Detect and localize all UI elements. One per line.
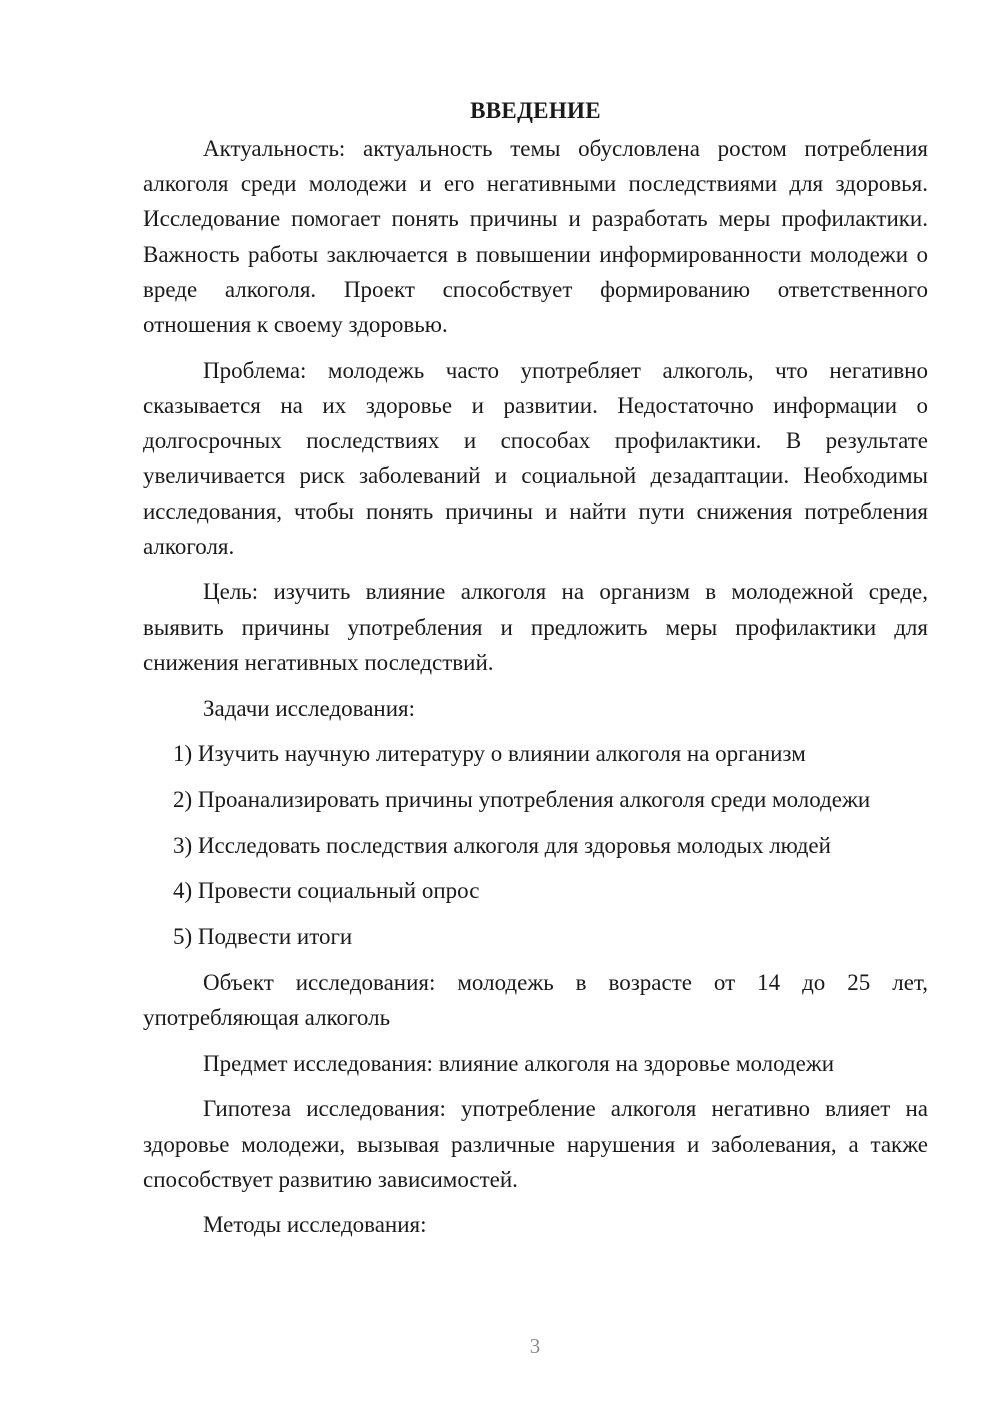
relevance-paragraph: Актуальность: актуальность темы обусловлена ростом потребления алкоголя среди молодежи и его негативными последствиями для здоровья. Исследование помогает понять причины и разработать меры профилактики. Важность работы заключается в повышении информированности молодежи о вреде алкоголя. Проект способствует формированию ответственного отношения к своему здоровью.	[143, 136, 928, 338]
section-title: ВВЕДЕНИЕ	[470, 98, 601, 123]
page-content	[143, 93, 928, 1253]
task-item: 4) Провести социальный опрос	[173, 878, 480, 904]
hypothesis-paragraph: Гипотеза исследования: употребление алкоголя негативно влияет на здоровье молодежи, вызывая различные нарушения и заболевания, а также способствует развитию зависимостей.	[143, 1096, 928, 1192]
goal-paragraph: Цель: изучить влияние алкоголя на организм в молодежной среде, выявить причины употребления и предложить меры профилактики для снижения негативных последствий.	[143, 579, 928, 675]
task-item: 3) Исследовать последствия алкоголя для здоровья молодых людей	[173, 832, 831, 858]
problem-paragraph: Проблема: молодежь часто употребляет алкоголь, что негативно сказывается на их здоровье и развитии. Недостаточно информации о долгосрочных последствиях и способах профилактики. В результате увеличивается риск заболеваний и социальной дезадаптации. Необходимы исследования, чтобы понять причины и найти пути снижения потребления алкоголя.	[143, 357, 928, 559]
subject-paragraph: Предмет исследования: влияние алкоголя на здоровье молодежи	[203, 1050, 835, 1076]
methods-heading: Методы исследования:	[203, 1212, 427, 1238]
task-item: 1) Изучить научную литературу о влиянии алкоголя на организм	[173, 741, 806, 767]
tasks-heading: Задачи исследования:	[203, 695, 416, 721]
task-item: 5) Подвести итоги	[173, 924, 353, 950]
page-number: 3	[529, 1334, 541, 1358]
object-paragraph: Объект исследования: молодежь в возрасте от 14 до 25 лет, употребляющая алкоголь	[143, 969, 928, 1030]
task-item: 2) Проанализировать причины употребления алкоголя среди молодежи	[173, 786, 871, 812]
